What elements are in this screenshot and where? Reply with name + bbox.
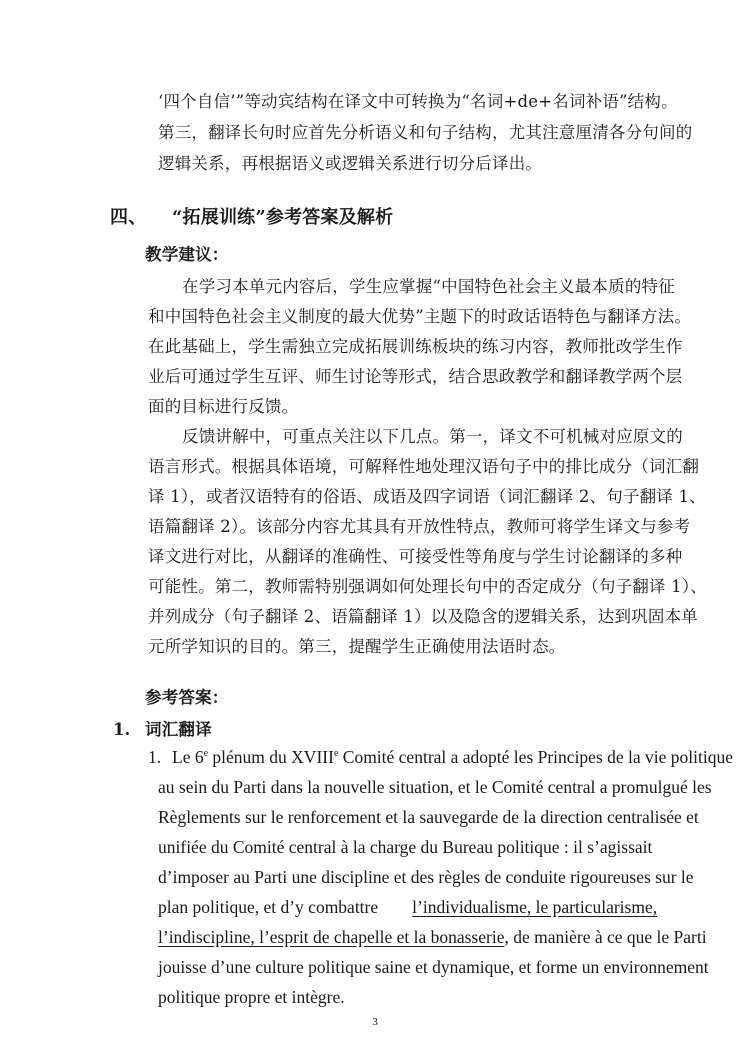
answer-line: l’indiscipline, l’esprit de chapelle et la bonasserie, de manière à ce que le Parti	[158, 927, 707, 947]
advice-p2-line: 语言形式。根据具体语境，可解释性地处理汉语句子中的排比成分（词汇翻	[148, 457, 700, 476]
advice-p1-line: 和中国特色社会主义制度的最大优势”主题下的时政话语特色与翻译方法。	[148, 307, 692, 326]
advice-p2-line: 语篇翻译 2）。该部分内容尤其具有开放性特点，教师可将学生译文与参考	[148, 517, 691, 536]
underlined-term: l’indiscipline, l’esprit de chapelle et la bonasserie	[158, 927, 505, 947]
answer-line: politique propre et intègre.	[158, 987, 345, 1007]
intro-line-2: 第三，翻译长句时应首先分析语义和句子结构，尤其注意厘清各分句间的	[158, 123, 693, 142]
advice-p2-line: 并列成分（句子翻译 2、语篇翻译 1）以及隐含的逻辑关系，达到巩固本单	[148, 607, 698, 626]
advice-p2-line: 译 1），或者汉语特有的俗语、成语及四字词语（词汇翻译 2、句子翻译 1、	[148, 487, 706, 506]
section-number: 四、	[110, 207, 147, 228]
advice-p1-line: 业后可通过学生互评、师生讨论等形式，结合思政教学和翻译教学两个层	[148, 367, 683, 386]
subsection-number: 1.	[113, 720, 131, 739]
answer-line: d’imposer au Parti une discipline et des règles de conduite rigoureuses sur le	[158, 867, 694, 887]
advice-p1-line: 在学习本单元内容后，学生应掌握“中国特色社会主义最本质的特征	[182, 277, 675, 296]
advice-label: 教学建议：	[145, 245, 229, 264]
advice-p2-line: 反馈讲解中，可重点关注以下几点。第一，译文不可机械对应原文的	[182, 427, 683, 446]
advice-p1-line: 在此基础上，学生需独立完成拓展训练板块的练习内容，教师批改学生作	[148, 337, 683, 356]
answer-line: Le 6e plénum du XVIIIe Comité central a adopté les Principes de la vie politique	[172, 747, 733, 767]
subsection-title: 词汇翻译	[145, 720, 212, 739]
answer-line: Règlements sur le renforcement et la sauvegarde de la direction centralisée et	[158, 807, 699, 827]
underlined-term: l’individualisme, le particularisme,	[412, 897, 658, 917]
advice-p1-line: 面的目标进行反馈。	[148, 397, 299, 416]
intro-line-1: ‘四个自信’”等动宾结构在译文中可转换为“名词+de+名词补语”结构。	[158, 92, 678, 111]
answer-line: unifiée du Comité central à la charge du Bureau politique : il s’agissait	[158, 837, 653, 857]
advice-p2-line: 译文进行对比，从翻译的准确性、可接受性等角度与学生讨论翻译的多种	[148, 547, 683, 566]
advice-p2-line: 可能性。第二，教师需特别强调如何处理长句中的否定成分（句子翻译 1）、	[148, 577, 707, 596]
advice-p2-line: 元所学知识的目的。第三，提醒学生正确使用法语时态。	[148, 637, 566, 656]
page-number: 3	[372, 1016, 378, 1028]
answers-label: 参考答案：	[145, 688, 229, 707]
answer-line: plan politique, et d’y combattre l’individualisme, le particularisme,	[158, 897, 658, 917]
intro-line-3: 逻辑关系，再根据语义或逻辑关系进行切分后译出。	[158, 154, 543, 173]
answer-line: jouisse d’une culture politique saine et dynamique, et forme un environnement	[158, 957, 709, 977]
section-title: “拓展训练”参考答案及解析	[172, 207, 394, 228]
item-number: 1.	[148, 747, 162, 767]
answer-line: au sein du Parti dans la nouvelle situation, et le Comité central a promulgué les	[158, 777, 712, 797]
